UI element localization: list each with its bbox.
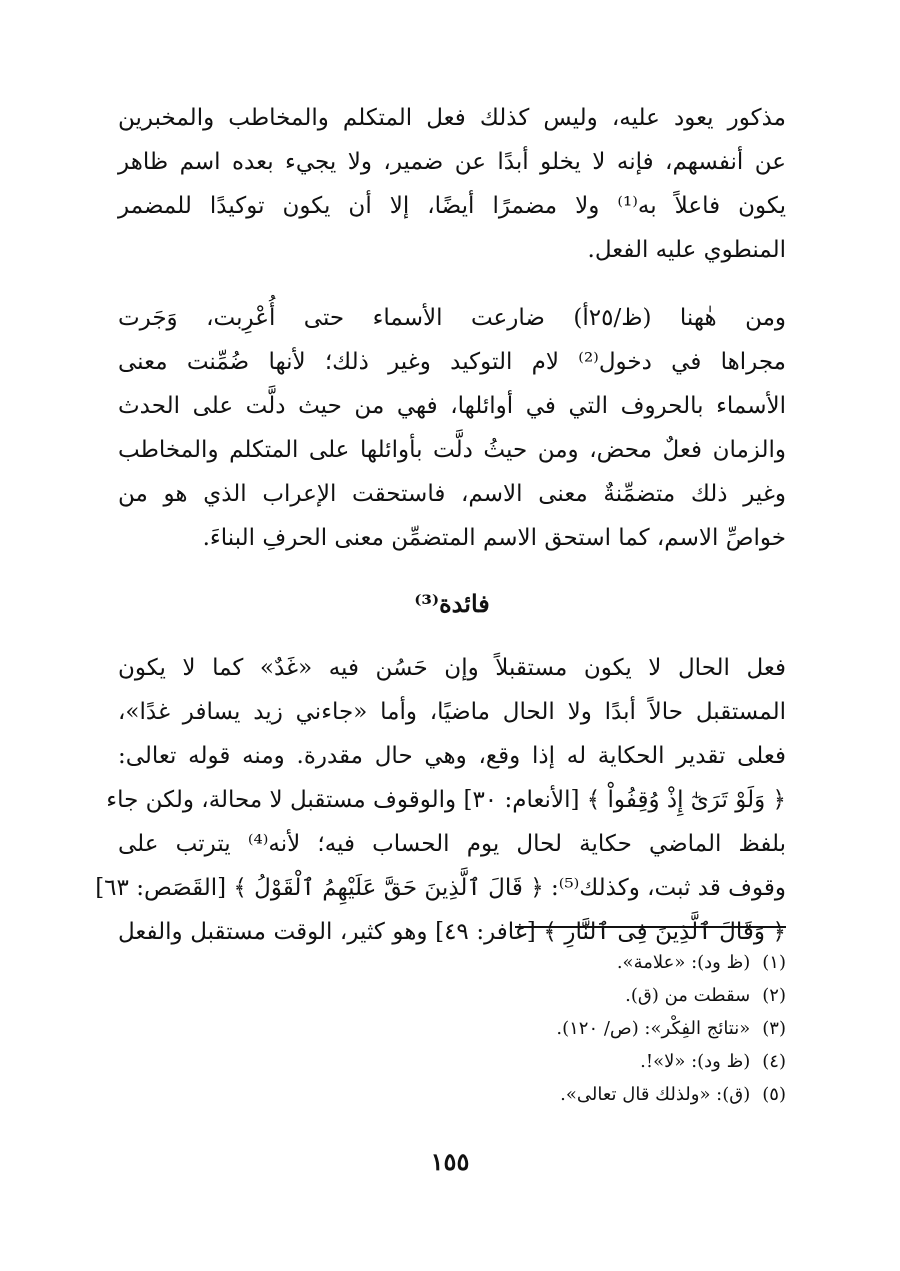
text-line: فعل الحال لا يكون مستقبلاً وإن حَسُن فيه «غَدٌ» كما لا يكون — [118, 655, 786, 681]
footnote-text: (ظ ود): «علامة». — [616, 952, 751, 973]
footnote-number: (٢) — [762, 985, 786, 1006]
footnote-item — [418, 1012, 786, 1045]
footnote-item — [418, 1045, 786, 1078]
footnote-text: (ظ ود): «لا»!. — [640, 1051, 751, 1072]
paragraph-1 — [118, 96, 786, 272]
text-line: وقوف قد ثبت، وكذلك⁽⁵⁾: ﴿ قَالَ ٱلَّذِينَ حَقَّ عَلَيْهِمُ ٱلْقَوْلُ ﴾ [القَصَص: ٦٣] — [95, 875, 786, 901]
text-line: فعلى تقدير الحكاية له إذا وقع، وهي حال مقدرة. ومنه قوله تعالى: — [118, 743, 786, 769]
footnote-number: (١) — [762, 952, 786, 973]
text-line: مذكور يعود عليه، وليس كذلك فعل المتكلم والمخاطب والمخبرين — [118, 105, 786, 131]
text-line: خواصِّ الاسم، كما استحق الاسم المتضمِّن معنى الحرفِ البناءَ. — [202, 525, 786, 551]
page-body — [95, 96, 787, 978]
text-line: المنطوي عليه الفعل. — [587, 237, 786, 263]
footnote-number: (٣) — [762, 1018, 786, 1039]
footnotes — [418, 946, 786, 1111]
text-line: يكون فاعلاً به⁽¹⁾ ولا مضمرًا أيضًا، إلا أن يكون توكيدًا للمضمر — [118, 193, 786, 219]
text-line: مجراها في دخول⁽²⁾ لام التوكيد وغير ذلك؛ لأنها ضُمِّنت معنى — [118, 349, 786, 375]
footnote-item — [418, 1078, 786, 1111]
text-line: عن أنفسهم، فإنه لا يخلو أبدًا عن ضمير، ولا يجيء بعده اسم ظاهر — [118, 149, 786, 175]
footnote-number: (٥) — [762, 1084, 786, 1105]
text-line: ﴿ وَقَالَ ٱلَّذِينَ فِى ٱلنَّارِ ﴾ [غافر: ٤٩] وهو كثير، الوقت مستقبل والفعل — [118, 919, 786, 945]
text-line: والزمان فعلٌ محض، ومن حيثُ دلَّت بأوائلها على المتكلم والمخاطب — [118, 437, 786, 463]
text-line: ومن هٰهنا (ظ/٢٥أ) ضارعت الأسماء حتى أُعْرِبت، وَجَرت — [118, 305, 787, 331]
footnote-item — [418, 979, 786, 1012]
text-line: الأسماء بالحروف التي في أوائلها، فهي من حيث دلَّت على الحدث — [118, 393, 786, 419]
footnote-text: (ق): «ولذلك قال تعالى». — [560, 1084, 751, 1105]
footnote-text: «نتائج الفِكْر»: (ص/ ١٢٠). — [556, 1018, 751, 1039]
footnote-item — [418, 946, 786, 979]
footnote-number: (٤) — [762, 1051, 786, 1072]
footnote-text: سقطت من (ق). — [625, 985, 751, 1006]
text-line: وغير ذلك متضمِّنةٌ معنى الاسم، فاستحقت الإعراب الذي هو من — [118, 481, 786, 507]
section-heading: فائدة⁽³⁾ — [414, 589, 490, 618]
paragraph-3 — [95, 646, 786, 954]
text-line: ﴿ وَلَوْ تَرَىٰٓ إِذْ وُقِفُواْ ﴾ [الأنعام: ٣٠] والوقوف مستقبل لا محالة، ولكن جاء — [106, 787, 786, 813]
footnote-separator — [515, 926, 786, 928]
text-line: بلفظ الماضي حكاية لحال يوم الحساب فيه؛ لأنه⁽⁴⁾ يترتب على — [118, 831, 786, 857]
text-line: المستقبل حالاً أبدًا ولا الحال ماضيًا، وأما «جاءني زيد يسافر غدًا»، — [118, 699, 786, 725]
page-number: ١٥٥ — [430, 1147, 470, 1176]
paragraph-2 — [118, 296, 786, 560]
